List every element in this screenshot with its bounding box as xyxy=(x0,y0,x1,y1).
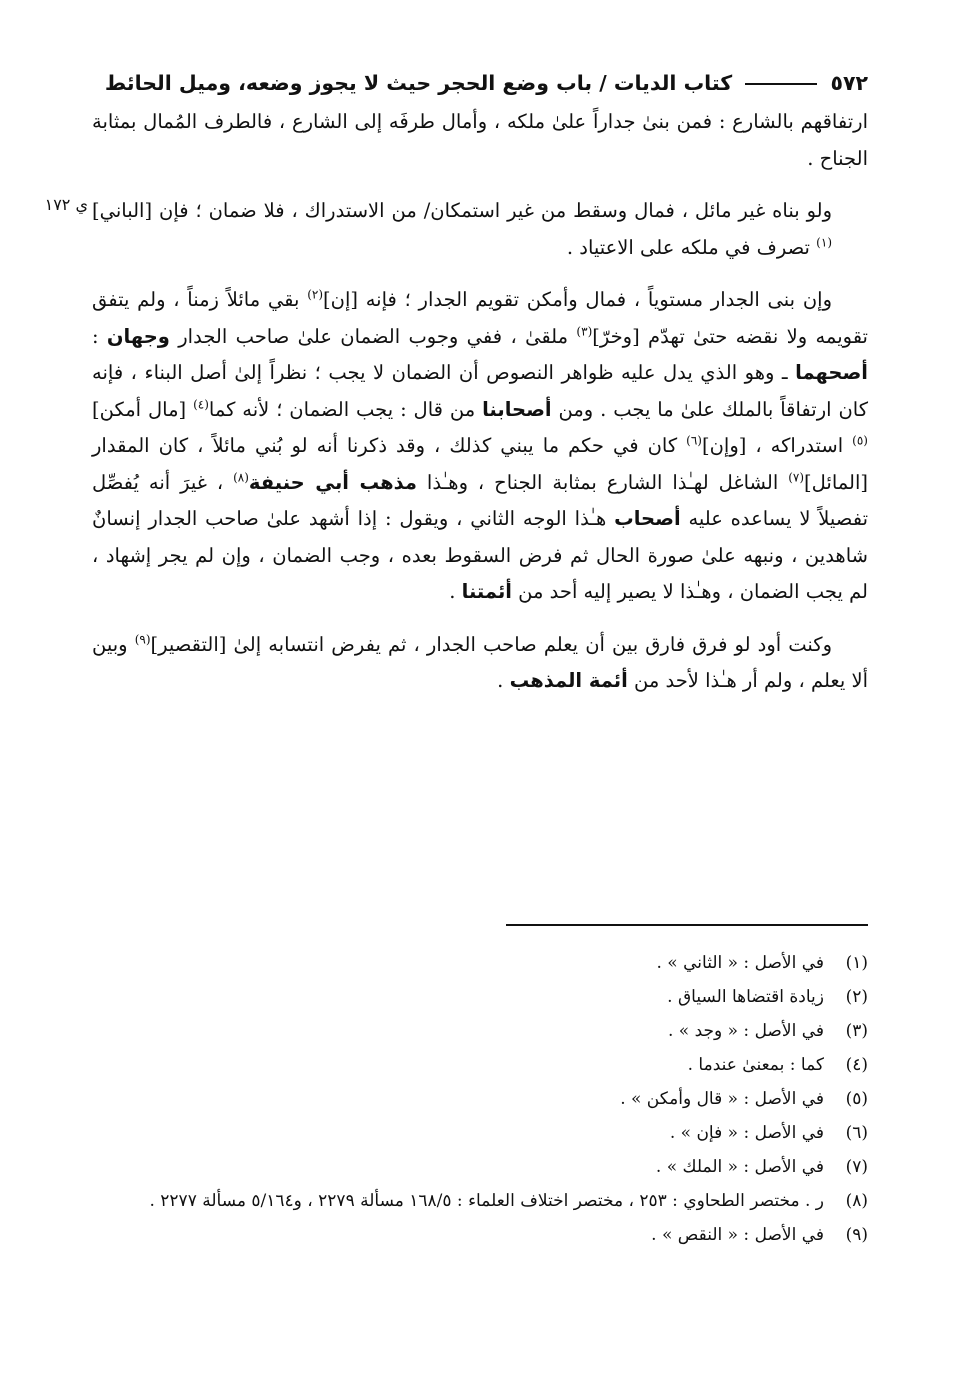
footnote-ref-7: (٧) xyxy=(788,470,805,484)
bold-term: أئمة المذهب xyxy=(509,669,628,692)
footnote-ref-8: (٨) xyxy=(233,470,249,484)
footnote-ref-9: (٩) xyxy=(134,632,151,646)
footnote-item: (٥) في الأصل : « قال وأمكن » . xyxy=(620,1089,868,1109)
page-number: ٥٧٢ xyxy=(830,71,868,95)
paragraph-2: ولو بناه غير مائل ، فمال وسقط من غير استمكان/ من الاستدراك ، فلا ضمان ؛ فإن [الباني]$^{(١)}$ تصرف في ملكه على الاعتياد . xyxy=(92,199,832,259)
footnote-ref-1: (١) xyxy=(816,235,832,249)
footnote-ref-2: (٢) xyxy=(307,287,324,302)
footnote-item: (٧) في الأصل : « الملك » . xyxy=(655,1157,868,1177)
paragraph-3: وإن بنى الجدار مستوياً ، فمال وأمكن تقويم الجدار ؛ فإنه [إن]$^{(٢)}$ بقي مائلاً زمناً ، ولم يتفق تقويمه ولا نقضه حتىٰ تهدّم [وخرّ]$^{(٣)}$ ملقىٰ ، ففي وجوب الضمان علىٰ صاحب الجدار وجهان : أصحهما ـ وهو الذي يدل عليه ظواهر النصوص أن الضمان لا يجب ؛ نظراً إلىٰ أصل البناء ، فإنه كان ارتفاقاً بالملك علىٰ ما يجب . ومن أصحابنا من قال : يجب الضمان ؛ لأنه كما$^{(٤)}$ [مال أمكن]$^{(٥)}$ استدراكه ، [وإن]$^{(٦)}$ كان في حكم ما يبني كذلك ، وقد ذكرنا أنه لو بُني مائلاً ، كان المقدار [المائل]$^{(٧)}$ الشاغل لهـٰذا الشارع بمثابة الجناح ، وهـٰذا مذهب أبي حنيفة$^{(٨)}$ ، غيرَ أنه يُفصِّل تفصيلاً لا يساعده عليه أصحاب هـٰذا الوجه الثاني ، ويقول : إذا أشهد علىٰ صاحب الجدار إنسانٌ شاهدين ، ونبهه علىٰ صورة الحال ثم فرض السقوط بعده ، وجب الضمان ، وإن لم يجر إشهاد ، لم يجب الضمان ، وهـٰذا لا يصير إليه أحد من أئمتنا . xyxy=(92,287,869,603)
header-rule xyxy=(745,83,817,85)
bold-term: أئمتنا xyxy=(461,580,512,603)
footnote-item: (٤) كما : بمعنىٰ عندما . xyxy=(687,1055,868,1075)
footnote-ref-3: (٣) xyxy=(576,324,593,338)
bold-term: وجهان xyxy=(106,324,170,348)
bold-term: أصحابنا xyxy=(482,397,552,421)
footnotes xyxy=(92,946,868,1252)
bold-term: أصحهما xyxy=(795,361,868,384)
bold-term: أصحاب xyxy=(614,507,681,530)
footnote-ref-5: (٥) xyxy=(852,433,868,448)
margin-note: ي ١٧٢ xyxy=(44,195,88,214)
running-title: كتاب الديات / باب وضع الحجر حيث لا يجوز وضعه، وميل الحائط xyxy=(104,71,733,95)
footnote-ref-6: (٦) xyxy=(686,433,702,448)
paragraph-4: وكنت أود لو فرق فارق بين أن يعلم صاحب الجدار ، ثم يفرض انتسابه إلىٰ [التقصير]$^{(٩)}$ وبين ألا يعلم ، ولم أر هـٰذا لأحد من أئمة المذهب . xyxy=(92,632,868,692)
footnote-item: (٣) في الأصل : « وجد » . xyxy=(667,1021,868,1041)
footnote-item: (١) في الأصل : « الثاني » . xyxy=(656,953,868,973)
footnote-item: (٦) في الأصل : « فإن » . xyxy=(669,1123,868,1143)
bold-term: مذهب أبي حنيفة xyxy=(248,470,417,494)
paragraph-1-text: ارتفاقهم بالشارع : فمن بنىٰ جداراً علىٰ ملكه ، وأمال طرفَه إلى الشارع ، فالطرف المُمال بمثابة الجناح . xyxy=(92,110,868,170)
footnote-item: (٨) ر . مختصر الطحاوي : ٢٥٣ ، مختصر اختلاف العلماء : ١٦٨/٥ مسألة ٢٢٧٩ ، و٥/١٦٤ مسألة ٢٢٧٧ . xyxy=(149,1191,868,1211)
footnote-ref-4: (٤) xyxy=(193,397,209,411)
footnote-item: (٩) في الأصل : « النقص » . xyxy=(651,1225,868,1245)
running-header xyxy=(92,62,868,104)
footnote-item: (٢) زيادة اقتضاها السياق . xyxy=(667,987,868,1007)
book-page xyxy=(44,62,869,1362)
paragraph-1 xyxy=(92,104,868,177)
footnote-separator xyxy=(506,924,868,926)
